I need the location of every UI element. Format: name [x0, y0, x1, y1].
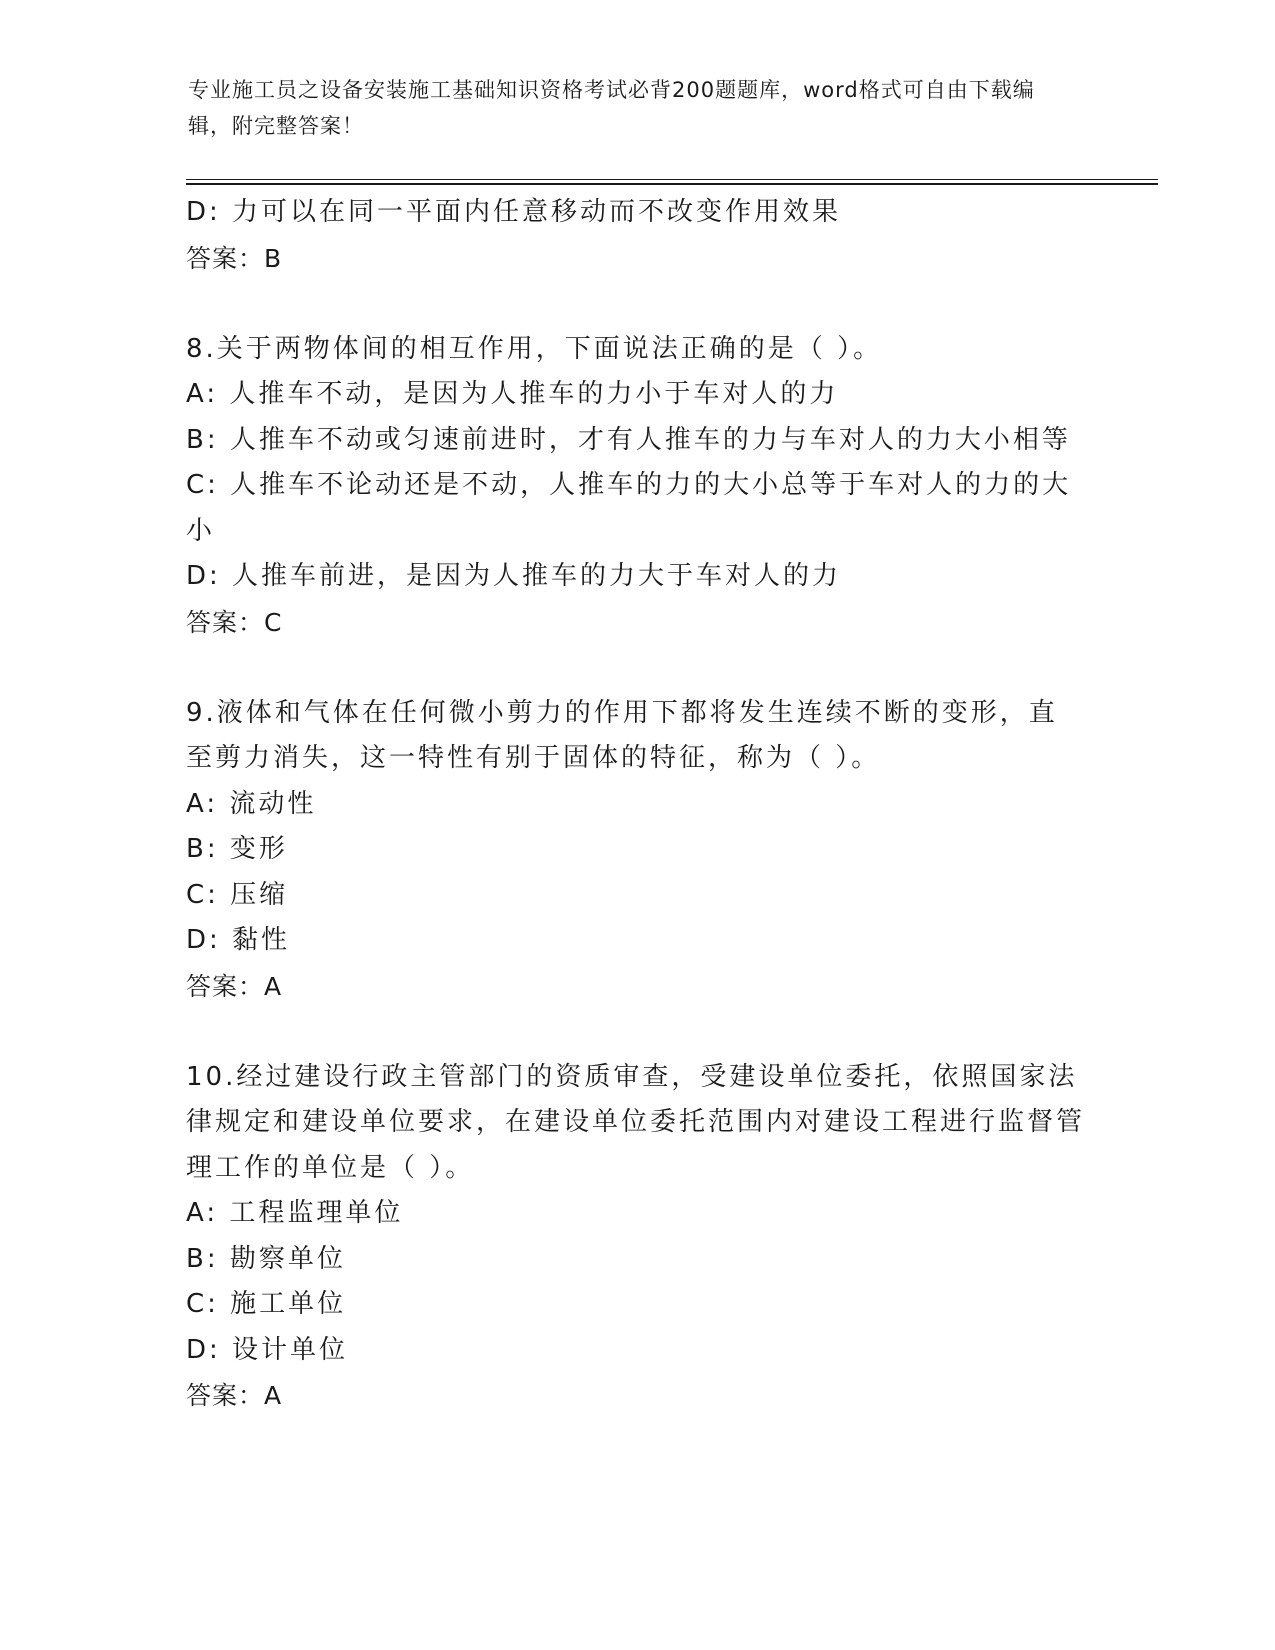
q10-option-b: B: 勘察单位	[186, 1243, 346, 1274]
q8-answer: 答案：C	[186, 607, 283, 637]
q9-option-d: D: 黏性	[186, 925, 291, 955]
header-rule-thick	[186, 183, 1158, 185]
q8-option-c: C: 人推车不论动还是不动，人推车的力的大小总等于车对人的力的大小	[186, 470, 1072, 546]
q8-option-d: D: 人推车前进，是因为人推车的力大于车对人的力	[186, 561, 842, 591]
q8-option-b: B: 人推车不动或匀速前进时，才有人推车的力与车对人的力大小相等	[186, 424, 1071, 455]
q8-question: 8.关于两物体间的相互作用，下面说法正确的是（ ）。	[186, 333, 883, 364]
q9-question: 9.液体和气体在任何微小剪力的作用下都将发生连续不断的变形，直至剪力消失，这一特性有别于固体的特征，称为（ ）。	[186, 697, 1058, 773]
spacer	[186, 645, 1086, 691]
document-header: 专业施工员之设备安装施工基础知识资格考试必背200题题库，word格式可自由下载编辑，附完整答案！	[188, 78, 1035, 138]
spacer	[186, 1009, 1086, 1055]
q9-option-c: C: 压缩	[186, 879, 289, 910]
question-content	[186, 190, 1086, 1419]
header-rule-thin	[186, 179, 1158, 180]
q10-option-d: D: 设计单位	[186, 1334, 349, 1365]
q10-option-a: A: 工程监理单位	[186, 1198, 404, 1228]
q9-option-b: B: 变形	[186, 834, 288, 864]
q10-question: 10.经过建设行政主管部门的资质审查，受建设单位委托，依照国家法律规定和建设单位要求，在建设单位委托范围内对建设工程进行监督管理工作的单位是（ ）。	[186, 1061, 1086, 1183]
q7-option-d: D: 力可以在同一平面内任意移动而不改变作用效果	[186, 197, 842, 227]
q10-option-c: C: 施工单位	[186, 1289, 347, 1319]
q9-option-a: A: 流动性	[186, 788, 317, 819]
q9-answer: 答案：A	[186, 971, 283, 1001]
q8-option-a: A: 人推车不动，是因为人推车的力小于车对人的力	[186, 379, 839, 409]
spacer	[186, 281, 1086, 327]
q10-answer: 答案：A	[186, 1381, 283, 1410]
q7-answer: 答案：B	[186, 243, 283, 273]
